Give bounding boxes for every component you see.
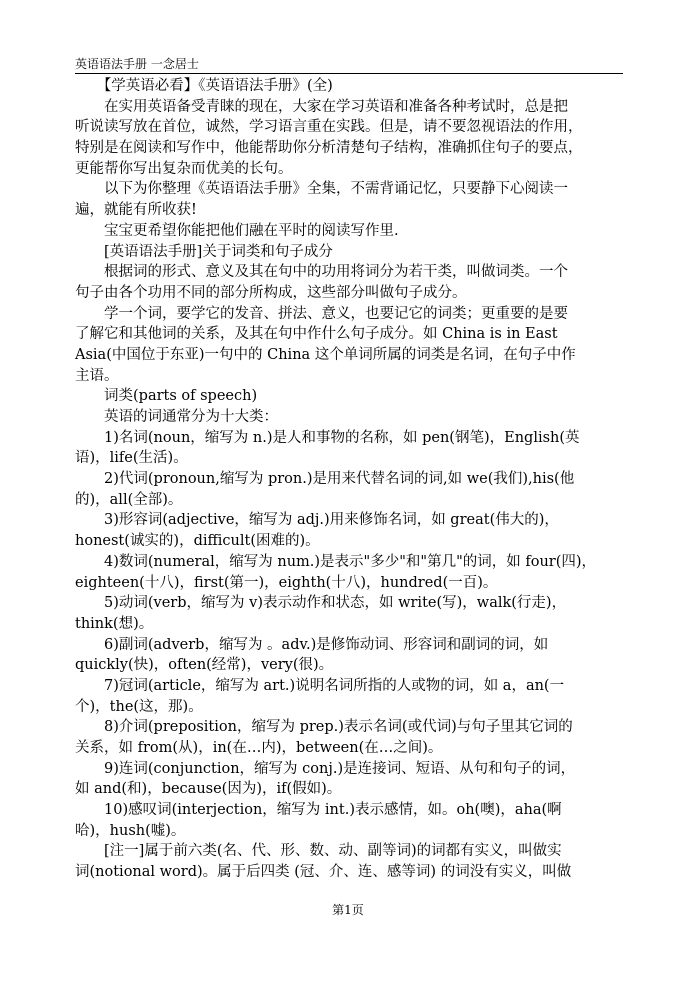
- text-line: 词(notional word)。属于后四类 (冠、介、连、感等词) 的词没有实义，叫做: [75, 864, 572, 881]
- text-line: 语)，life(生活)。: [75, 450, 188, 467]
- text-line: 10)感叹词(interjection，缩写为 int.)表示感情，如。oh(噢)，aha(啊: [75, 802, 562, 819]
- text-line: 4)数词(numeral，缩写为 num.)是表示"多少"和"第几"的词，如 four(四)，: [75, 553, 597, 570]
- page-number: 第1页: [332, 903, 364, 917]
- text-line: honest(诚实的)，difficult(困难的)。: [75, 533, 320, 550]
- text-line: 学一个词，要学它的发音、拼法、意义，也要记它的词类；更重要的是要: [75, 305, 568, 322]
- text-line: 遍，就能有所收获!: [75, 202, 197, 219]
- text-line: 词类(parts of speech): [75, 388, 258, 405]
- text-line: 8)介词(preposition，缩写为 prep.)表示名词(或代词)与句子里其它词的: [75, 719, 573, 736]
- text-line: Asia(中国位于东亚)一句中的 China 这个单词所属的词类是名词，在句子中作: [75, 346, 576, 363]
- text-line: think(想)。: [75, 615, 154, 632]
- text-line: 的)，all(全部)。: [75, 491, 183, 508]
- text-line: 听说读写放在首位，诚然，学习语言重在实践。但是，请不要忽视语法的作用，: [75, 119, 583, 136]
- document-body: [75, 76, 623, 883]
- text-line: eighteen(十八)，first(第一)，eighth(十八)，hundred(一百)。: [75, 574, 498, 591]
- text-line: 关系，如 from(从)，in(在…内)，between(在…之间)。: [75, 740, 443, 756]
- text-line: 2)代词(pronoun,缩写为 pron.)是用来代替名词的词,如 we(我们),his(他: [75, 471, 575, 488]
- text-line: 1)名词(noun，缩写为 n.)是人和事物的名称，如 pen(钢笔)，English(英: [75, 429, 580, 446]
- text-line: 3)形容词(adjective，缩写为 adj.)用来修饰名词，如 great(伟大的)，: [75, 512, 559, 529]
- page-header: 英语语法手册 一念居士: [75, 56, 623, 74]
- text-line: 7)冠词(article，缩写为 art.)说明名词所指的人或物的词，如 a，an(一: [75, 677, 565, 694]
- text-line: 特别是在阅读和写作中，他能帮助你分析清楚句子结构，准确抓住句子的要点，: [75, 140, 583, 157]
- text-line: [注一]属于前六类(名、代、形、数、动、副等词)的词都有实义，叫做实: [75, 843, 562, 860]
- text-line: 9)连词(conjunction，缩写为 conj.)是连接词、短语、从句和句子的词，: [75, 760, 576, 777]
- text-line: 如 and(和)，because(因为)，if(假如)。: [75, 781, 342, 798]
- text-line: 句子由各个功用不同的部分所构成，这些部分叫做句子成分。: [75, 284, 467, 301]
- text-line: 英语的词通常分为十大类：: [75, 409, 278, 425]
- text-line: 以下为你整理《英语语法手册》全集，不需背诵记忆，只要静下心阅读一: [75, 181, 568, 198]
- text-line: 5)动词(verb，缩写为 v)表示动作和状态，如 write(写)，walk(行走)，: [75, 595, 567, 612]
- text-line: 根据词的形式、意义及其在句中的功用将词分为若干类，叫做词类。一个: [75, 264, 568, 281]
- text-line: quickly(快)，often(经常)，very(很)。: [75, 657, 334, 674]
- text-line: 主语。: [75, 367, 119, 384]
- text-line: [英语语法手册]关于词类和句子成分: [75, 243, 333, 260]
- text-line: 宝宝更希望你能把他们融在平时的阅读写作里.: [75, 222, 399, 239]
- text-line: 哈)，hush(嘘)。: [75, 822, 186, 839]
- text-line: 在实用英语备受青睐的现在，大家在学习英语和准备各种考试时，总是把: [75, 98, 568, 115]
- text-line: 个)，the(这，那)。: [75, 698, 203, 715]
- text-line: 了解它和其他词的关系，及其在句中作什么句子成分。如 China is in East: [75, 326, 558, 343]
- text-line: 更能帮你写出复杂而优美的长句。: [75, 160, 293, 177]
- text-line: 【学英语必看】《英语语法手册》(全): [75, 78, 333, 94]
- text-line: 6)副词(adverb，缩写为 。adv.)是修饰动词、形容词和副词的词，如: [75, 636, 549, 653]
